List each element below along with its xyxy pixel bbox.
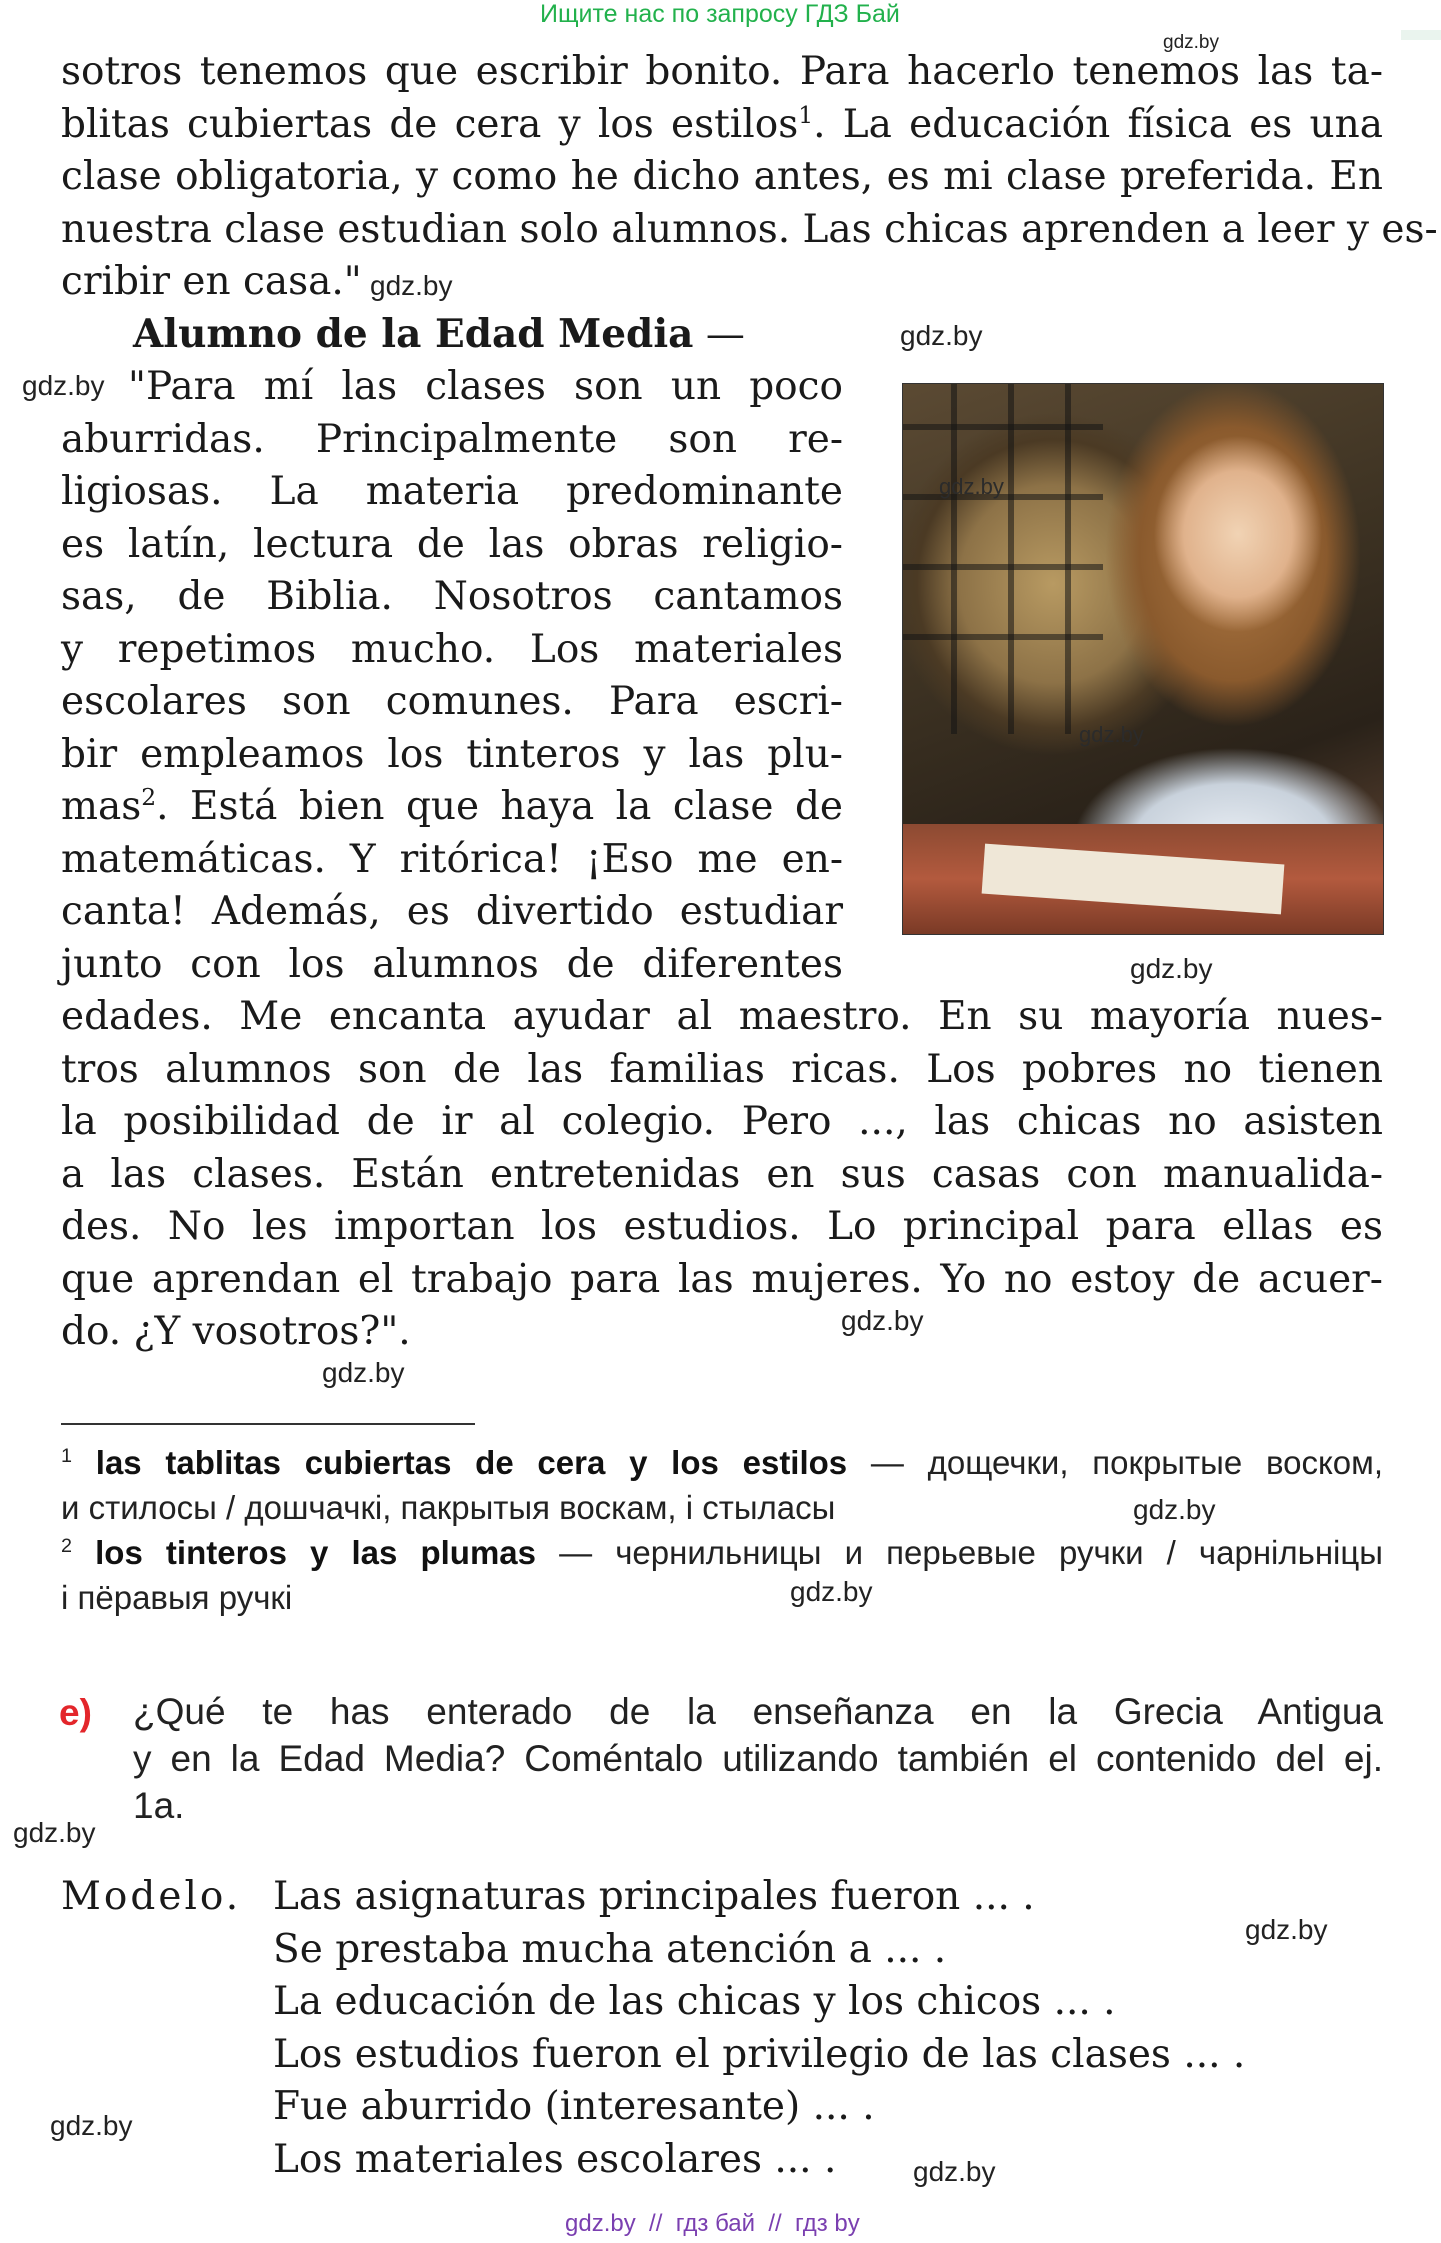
text-line: "Para mí las clases son un poco [128,364,843,409]
text-line: sas, de Biblia. Nosotros cantamos [61,574,843,619]
illustration-painting [902,383,1384,935]
text-line: a las clases. Están entretenidas en sus casas con manualida- [61,1151,1383,1197]
watermark: gdz.by [1163,32,1219,53]
text-line: cribir en casa." [61,259,362,304]
modelo-line: Los materiales escolares ... . [273,2136,837,2182]
modelo-label: Modelo. [61,1874,242,1919]
watermark: gdz.by [22,370,105,401]
watermark: gdz.by [50,2110,133,2141]
exercise-label: e) [59,1692,92,1733]
modelo-line: La educación de las chicas y los chicos ... . [273,1979,1116,2024]
top-banner: Ищите нас по запросу ГДЗ Бай [540,0,900,28]
text-line: escolares son comunes. Para escri- [61,679,843,724]
text-line: blitas cubiertas de cera y los estilos$^1$. La educación física es una [61,100,1383,147]
text-line: do. ¿Y vosotros?". [61,1309,411,1354]
paragraph-continuation [61,46,1438,309]
modelo-line: Las asignaturas principales fueron ... . [273,1874,1035,1919]
modelo-line: Se prestaba mucha atención a ... . [273,1926,947,1972]
text-line: y repetimos mucho. Los materiales [61,626,843,672]
footnote-divider [61,1423,475,1425]
footnote-2: $^2$ los tinteros y las plumas — чернильницы и перьевые ручки / чарнільніцы і пёравыя ручкі [61,1534,1383,1616]
footer-watermark: gdz.by // гдз бай // гдз by [565,2210,860,2237]
speaker-heading: Alumno de la Edad Media — [133,311,745,357]
watermark: gdz.by [1079,722,1144,747]
footnote-number: 2 [61,1535,73,1557]
modelo-line: Fue aburrido (interesante) ... . [273,2084,875,2129]
text-line: sotros tenemos que escribir bonito. Para hacerlo tenemos las ta- [61,49,1383,94]
text-line: mas$^2$. Está bien que haya la clase de [61,783,843,829]
watermark: gdz.by [900,320,983,351]
watermark: gdz.by [841,1305,924,1336]
watermark: gdz.by [1133,1494,1216,1525]
text-line: aburridas. Principalmente son re- [61,416,843,462]
text-line: ligiosas. La materia predominante [61,469,843,514]
text-line: bir empleamos los tinteros y las plu- [61,731,843,777]
text-line: matemáticas. Y ritórica! ¡Eso me en- [61,836,843,882]
watermark: gdz.by [370,270,453,301]
text-line: junto con los alumnos de diferentes [61,941,843,987]
watermark: gdz.by [790,1576,873,1607]
modelo-line: Los estudios fueron el privilegio de las clases ... . [273,2031,1246,2077]
paragraph-wide [61,991,1383,1359]
text-line: canta! Además, es divertido estudiar [61,889,843,934]
watermark: gdz.by [1245,1914,1328,1945]
page-edge-decoration [1401,30,1441,40]
watermark: gdz.by [13,1817,96,1848]
watermark: gdz.by [322,1357,405,1388]
text-line: des. No les importan los estudios. Lo principal para ellas es [61,1204,1383,1249]
footnote-mark: 1 [798,100,814,129]
watermark: gdz.by [939,474,1004,499]
modelo-lines [273,1871,1373,2186]
text-line: es latín, lectura de las obras religio- [61,521,843,567]
footnote-1: $^1$ las tablitas cubiertas de cera y los estilos — дощечки, покрытые воском, и стилосы / дошчачкі, пакрытыя воскам, і стыласы [61,1444,1383,1526]
paragraph-narrow [61,361,843,991]
text-line: que aprendan el trabajo para las mujeres. Yo no estoy de acuer- [61,1256,1383,1302]
exercise-text: ¿Qué te has enterado de la enseñanza en la Grecia Antigua y en la Edad Media? Coméntalo utilizando también el contenido del ej. 1a. [133,1691,1383,1826]
text-line: la posibilidad de ir al colegio. Pero ..., las chicas no asisten [61,1099,1383,1144]
footnote-number: 1 [61,1445,73,1467]
footnote-mark: 2 [141,783,157,811]
watermark: gdz.by [1130,953,1213,984]
watermark: gdz.by [913,2156,996,2187]
text-line: nuestra clase estudian solo alumnos. Las chicas aprenden a leer y es- [61,206,1438,252]
text-line: tros alumnos son de las familias ricas. Los pobres no tienen [61,1046,1383,1092]
text-line: clase obligatoria, y como he dicho antes, es mi clase preferida. En [61,154,1383,199]
text-line: edades. Me encanta ayudar al maestro. En su mayoría nues- [61,994,1383,1039]
